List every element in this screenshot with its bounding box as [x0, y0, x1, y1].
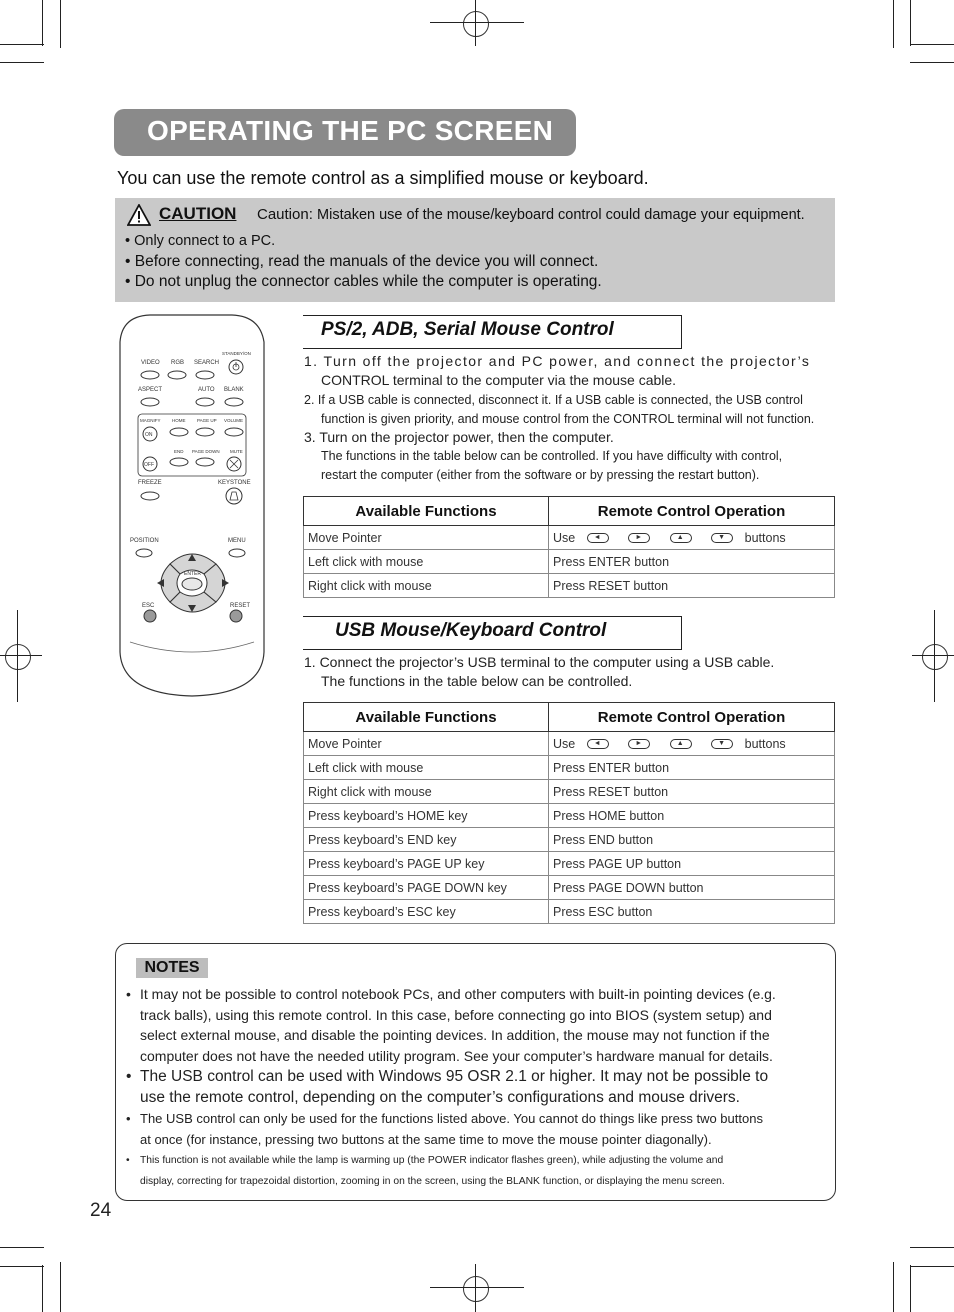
home-button: [170, 428, 188, 436]
bullet: •: [126, 986, 131, 1002]
remote-label-home: HOME: [172, 418, 186, 423]
ps2-functions-table: [303, 496, 835, 598]
table-header-row: [304, 497, 835, 526]
table-cell: Press keyboard’s ESC key: [304, 900, 549, 924]
table-cell: Press ENTER button: [549, 550, 835, 574]
crop-mark: [0, 1266, 44, 1267]
crop-mark: [893, 0, 894, 48]
remote-label-page-down: PAGE DOWN: [192, 449, 220, 454]
end-button: [170, 458, 188, 466]
remote-label-menu: MENU: [228, 538, 246, 544]
note-item: [126, 1109, 816, 1150]
table-row: [304, 780, 835, 804]
ps2-step-2-cont: function is given priority, and mouse control from the CONTROL terminal will not function.: [321, 412, 815, 426]
registration-mark: [430, 22, 524, 23]
down-arrow-icon: ▼: [711, 739, 733, 749]
blank-button: [225, 398, 243, 406]
table-cell: Press RESET button: [549, 574, 835, 598]
note-line: This function is not available while the lamp is warming up (the POWER indicator flashes green), while adjusting the volume and: [140, 1155, 724, 1166]
search-button: [196, 371, 214, 379]
remote-label-rgb: RGB: [171, 360, 185, 366]
table-cell-text: buttons: [744, 736, 786, 751]
note-line: select external mouse, and disable the pointing devices. In addition, the mouse may not function if the: [140, 1027, 770, 1043]
note-line: track balls), using this remote control. In this case, before connecting go into BIOS (system setup) and: [140, 1006, 772, 1023]
page-title-banner: [114, 109, 576, 156]
registration-mark: [463, 11, 489, 37]
remote-body: [120, 315, 264, 696]
table-cell: Press keyboard’s PAGE UP key: [304, 852, 549, 876]
table-cell: Move Pointer: [304, 732, 549, 756]
notes-box: [115, 943, 836, 1201]
reset-button: [230, 610, 242, 622]
position-button: [136, 549, 152, 557]
table-cell: Press keyboard’s HOME key: [304, 804, 549, 828]
table-cell: Press PAGE UP button: [549, 852, 835, 876]
ps2-step-3-detail: The functions in the table below can be controlled. If you have difficulty with control,: [321, 449, 783, 463]
remote-label-page-up: PAGE UP: [197, 418, 217, 423]
table-cell-text: buttons: [744, 530, 786, 545]
crop-mark: [893, 1262, 894, 1312]
page-down-button: [196, 458, 214, 466]
crop-mark: [60, 1262, 61, 1312]
table-cell: Left click with mouse: [304, 550, 549, 574]
table-row: [304, 526, 835, 550]
crop-mark: [910, 62, 954, 63]
freeze-button: [141, 492, 159, 500]
caution-bullet: • Only connect to a PC.: [125, 233, 276, 249]
caution-text: [257, 206, 805, 223]
caution-box: [115, 198, 835, 302]
table-row: [304, 574, 835, 598]
table-cell: Press END button: [549, 828, 835, 852]
caution-bullet: • Before connecting, read the manuals of the device you will connect.: [125, 253, 599, 270]
table-cell: [549, 732, 835, 756]
warning-triangle-icon: [127, 204, 151, 226]
table-row: [304, 550, 835, 574]
usb-functions-table: [303, 702, 835, 924]
remote-label-auto: AUTO: [198, 387, 215, 393]
note-line: use the remote control, depending on the computer’s configurations and mouse drivers.: [140, 1088, 740, 1106]
up-arrow-icon: ▲: [670, 739, 692, 749]
note-line: display, correcting for trapezoidal distortion, zooming in on the screen, using the BLANK function, or displaying the menu screen.: [140, 1175, 725, 1187]
table-cell-text: Use: [553, 530, 576, 545]
crop-mark: [910, 1247, 954, 1248]
table-cell: Left click with mouse: [304, 756, 549, 780]
table-header: Remote Control Operation: [549, 497, 835, 526]
table-header: Available Functions: [304, 497, 549, 526]
crop-mark: [0, 62, 44, 63]
table-cell: Press RESET button: [549, 780, 835, 804]
rgb-button: [168, 371, 186, 379]
ps2-step-1-cont: CONTROL terminal to the computer via the mouse cable.: [321, 372, 677, 388]
remote-label-standby: STANDBY/ON: [222, 351, 251, 356]
registration-mark: [934, 610, 935, 702]
registration-mark: [5, 644, 31, 670]
table-cell: Press ENTER button: [549, 756, 835, 780]
usb-section-title-box: [303, 616, 682, 650]
crop-mark: [42, 0, 43, 46]
remote-label-magnify: MAGNIFY: [140, 418, 161, 423]
remote-label-position: POSITION: [130, 538, 159, 544]
usb-step-1: 1. Connect the projector’s USB terminal to the computer using a USB cable.: [304, 654, 775, 670]
remote-label-off: OFF: [144, 462, 154, 468]
table-cell: [549, 526, 835, 550]
crop-mark: [910, 44, 954, 45]
notes-label: NOTES: [136, 958, 208, 978]
registration-mark: [430, 1287, 524, 1288]
note-line: at once (for instance, pressing two buttons at the same time to move the mouse pointer diagonally).: [140, 1131, 712, 1147]
ps2-step-3: 3. Turn on the projector power, then the computer.: [304, 429, 614, 445]
keystone-button: [226, 488, 242, 504]
remote-label-volume: VOLUME: [224, 418, 244, 423]
remote-label-enter: ENTER: [184, 571, 201, 577]
ps2-section-title-box: [303, 315, 682, 349]
bullet: •: [126, 1155, 130, 1166]
table-cell: Right click with mouse: [304, 574, 549, 598]
caution-bullet: • Do not unplug the connector cables while the computer is operating.: [125, 273, 602, 290]
caution-message: Mistaken use of the mouse/keyboard control could damage your equipment.: [317, 207, 805, 223]
ps2-step-2: 2. If a USB cable is connected, disconnect it. If a USB cable is connected, the USB control: [304, 393, 803, 407]
table-row: [304, 828, 835, 852]
remote-label-keystone: KEYSTONE: [218, 480, 251, 486]
registration-mark: [475, 1264, 476, 1312]
ps2-section-title: PS/2, ADB, Serial Mouse Control: [321, 319, 614, 340]
page-title: OPERATING THE PC SCREEN: [147, 115, 554, 146]
table-header: Available Functions: [304, 703, 549, 732]
registration-mark: [463, 1276, 489, 1302]
table-row: [304, 804, 835, 828]
table-cell: Move Pointer: [304, 526, 549, 550]
bullet: •: [126, 1068, 132, 1085]
table-row: [304, 852, 835, 876]
remote-label-search: SEARCH: [194, 360, 220, 366]
table-cell: Press PAGE DOWN button: [549, 876, 835, 900]
remote-label-video: VIDEO: [141, 360, 160, 366]
remote-control-illustration: [112, 312, 272, 698]
note-line: It may not be possible to control notebook PCs, and other computers with built-in pointing devices (e.g.: [140, 986, 776, 1002]
table-header-row: [304, 703, 835, 732]
menu-button: [229, 549, 245, 557]
registration-mark: [0, 655, 42, 656]
table-cell: Press ESC button: [549, 900, 835, 924]
crop-mark: [0, 1247, 44, 1248]
crop-mark: [910, 1266, 954, 1267]
note-item: [126, 1067, 816, 1108]
usb-section-title: USB Mouse/Keyboard Control: [335, 620, 607, 641]
ps2-step-1: 1. Turn off the projector and PC power, and connect the projector’s: [304, 353, 811, 369]
table-cell: Press keyboard’s END key: [304, 828, 549, 852]
up-arrow-icon: ▲: [670, 533, 692, 543]
bullet: •: [126, 1111, 131, 1126]
ps2-step-3-detail: restart the computer (either from the software or by pressing the restart button).: [321, 468, 760, 482]
remote-label-freeze: FREEZE: [138, 480, 162, 486]
table-cell: Right click with mouse: [304, 780, 549, 804]
crop-mark: [910, 0, 911, 46]
table-row: [304, 900, 835, 924]
note-line: The USB control can be used with Windows 95 OSR 2.1 or higher. It may not be possible to: [140, 1068, 769, 1085]
down-arrow-icon: ▼: [711, 533, 733, 543]
note-item: [126, 1151, 816, 1192]
table-header: Remote Control Operation: [549, 703, 835, 732]
remote-label-aspect: ASPECT: [138, 387, 163, 393]
table-row: [304, 756, 835, 780]
remote-label-on: ON: [145, 432, 153, 438]
video-button: [141, 371, 159, 379]
remote-label-reset: RESET: [230, 603, 251, 609]
table-row: [304, 876, 835, 900]
usb-step-1-cont: The functions in the table below can be controlled.: [321, 673, 633, 689]
remote-label-blank: BLANK: [224, 387, 244, 393]
auto-button: [196, 398, 214, 406]
table-cell: Press keyboard’s PAGE DOWN key: [304, 876, 549, 900]
page-up-button: [196, 428, 214, 436]
table-cell: Press HOME button: [549, 804, 835, 828]
volume-button: [225, 428, 243, 436]
left-arrow-icon: ◄: [587, 739, 609, 749]
crop-mark: [60, 0, 61, 48]
aspect-button: [141, 398, 159, 406]
note-line: computer does not have the needed utility program. See your computer’s hardware manual for details.: [140, 1047, 773, 1064]
note-item: [126, 984, 816, 1066]
crop-mark: [0, 44, 44, 45]
remote-label-mute: MUTE: [230, 449, 243, 454]
caution-label: CAUTION: [159, 204, 237, 223]
crop-mark: [42, 1265, 43, 1312]
remote-label-esc: ESC: [142, 603, 155, 609]
enter-button: [182, 578, 202, 590]
page-number: 24: [90, 1200, 112, 1221]
crop-mark: [910, 1265, 911, 1312]
registration-mark: [922, 644, 948, 670]
page-subtitle: You can use the remote control as a simplified mouse or keyboard.: [117, 168, 649, 188]
table-row: [304, 732, 835, 756]
caution-lead: Caution:: [257, 206, 313, 223]
right-arrow-icon: ►: [628, 533, 650, 543]
table-cell-text: Use: [553, 736, 576, 751]
right-arrow-icon: ►: [628, 739, 650, 749]
registration-mark: [912, 655, 954, 656]
registration-mark: [475, 0, 476, 46]
left-arrow-icon: ◄: [587, 533, 609, 543]
esc-button: [144, 610, 156, 622]
registration-mark: [17, 610, 18, 702]
remote-label-end: END: [174, 449, 184, 454]
note-line: The USB control can only be used for the functions listed above. You cannot do things like press two buttons: [140, 1111, 763, 1126]
